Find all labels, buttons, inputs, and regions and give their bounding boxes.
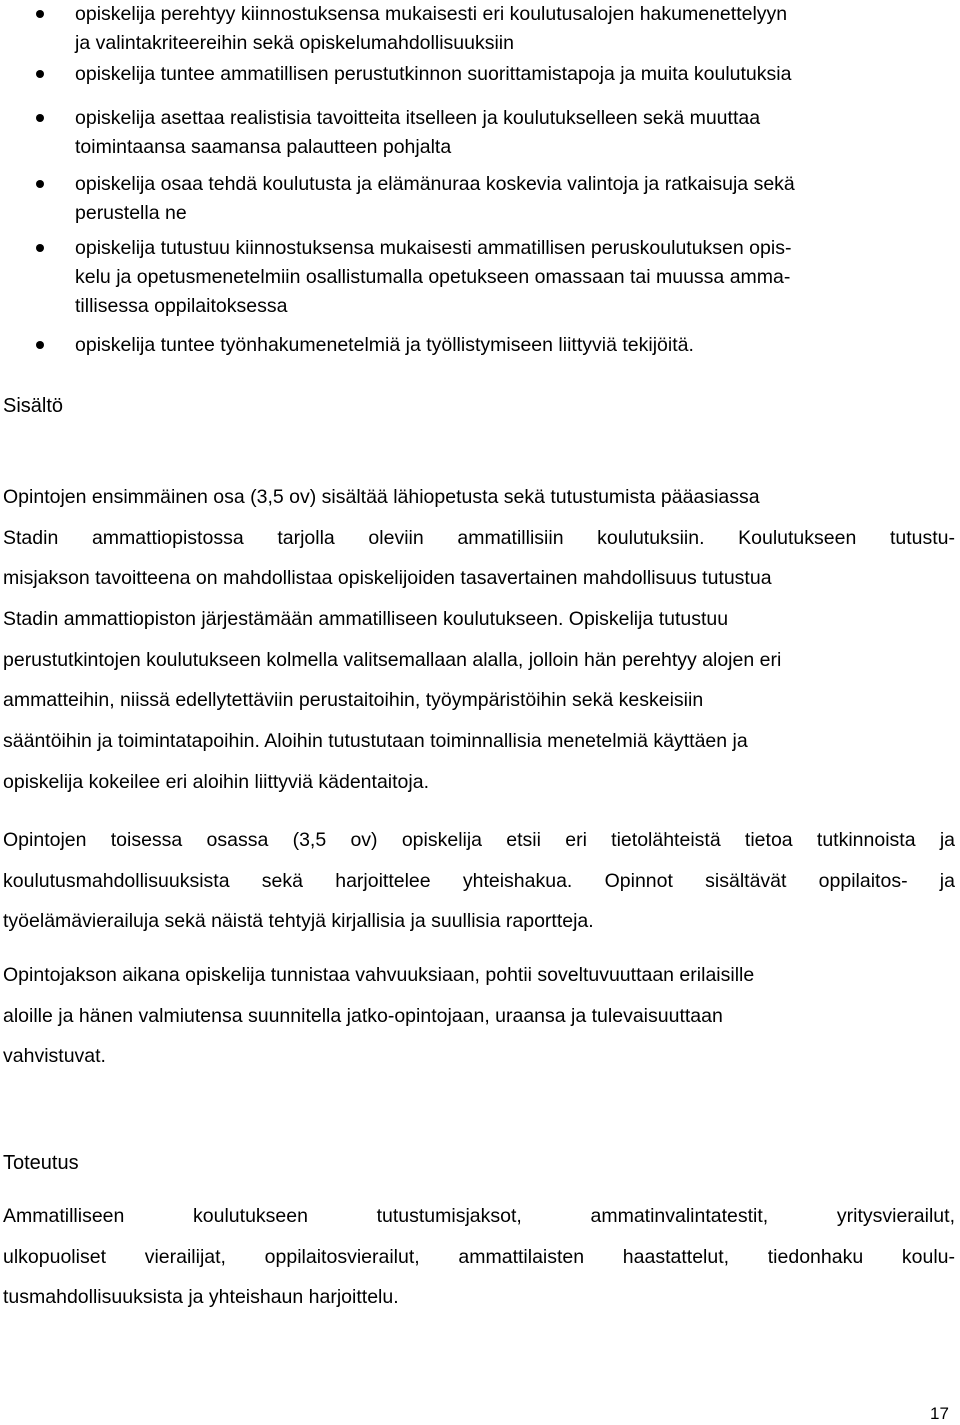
bullet-line: opiskelija perehtyy kiinnostuksensa mukaisesti eri koulutusalojen hakumenettelyyn	[75, 3, 788, 25]
bullet-dot-icon	[36, 114, 44, 122]
bullet-text	[75, 104, 955, 162]
bullet-line: tillisessa oppilaitoksessa	[75, 295, 288, 317]
bullet-line: ja valintakriteereihin sekä opiskelumahdollisuuksiin	[75, 32, 514, 54]
bullet-text	[75, 331, 955, 360]
bullet-line: opiskelija osaa tehdä koulutusta ja elämänuraa koskevia valintoja ja ratkaisuja sekä	[75, 173, 795, 195]
bullet-dot-icon	[36, 341, 44, 349]
paragraph-line: aloille ja hänen valmiutensa suunnitella jatko-opintojaan, uraansa ja tulevaisuuttaan	[3, 1004, 723, 1027]
bullet-line: kelu ja opetusmenetelmiin osallistumalla opetukseen omassaan tai muussa amma-	[75, 266, 791, 288]
page-number: 17	[930, 1404, 949, 1423]
bullet-dot-icon	[36, 180, 44, 188]
bullet-line: opiskelija asettaa realistisia tavoitteita itselleen ja koulutukselleen sekä muuttaa	[75, 107, 761, 129]
bullet-line: toimintaansa saamansa palautteen pohjalta	[75, 136, 452, 158]
paragraph-line: sääntöihin ja toimintatapoihin. Aloihin tutustutaan toiminnallisia menetelmiä käyttäen ja	[3, 730, 748, 753]
paragraph-line: vahvistuvat.	[3, 1045, 106, 1068]
implementation-paragraph	[3, 1196, 955, 1318]
paragraph-line: opiskelija kokeilee eri aloihin liittyviä kädentaitoja.	[3, 770, 429, 793]
paragraph-line: tusmahdollisuuksista ja yhteishaun harjoittelu.	[3, 1286, 399, 1309]
paragraph-line: Opintojen toisessa osassa (3,5 ov) opiskelija etsii eri tietolähteistä tietoa tutkinnoista ja	[3, 829, 955, 851]
bullet-text	[75, 234, 955, 321]
paragraph-line: Opintojakson aikana opiskelija tunnistaa vahvuuksiaan, pohtii soveltuvuuttaan erilaisille	[3, 964, 755, 986]
paragraph-line: koulutusmahdollisuuksista sekä harjoittelee yhteishakua. Opinnot sisältävät oppilaitos- ja	[3, 869, 955, 892]
bullet-dot-icon	[36, 70, 44, 78]
paragraph-line: ammatteihin, niissä edellytettäviin perustaitoihin, työympäristöihin sekä keskeisiin	[3, 689, 704, 712]
bullet-line: opiskelija tutustuu kiinnostuksensa mukaisesti ammatillisen peruskoulutuksen opis-	[75, 237, 792, 259]
bullet-line: perustella ne	[75, 202, 187, 224]
paragraph-line: Ammatilliseen koulutukseen tutustumisjaksot, ammatinvalintatestit, yritysvierailut,	[3, 1205, 955, 1227]
bullet-dot-icon	[36, 10, 44, 18]
bullet-text	[75, 60, 955, 89]
bullet-text	[75, 170, 955, 228]
content-paragraph	[3, 955, 955, 1077]
content-paragraph	[3, 820, 955, 942]
paragraph-line: Stadin ammattiopistossa tarjolla oleviin ammatillisiin koulutuksiin. Koulutukseen tutustu-	[3, 526, 955, 549]
paragraph-line: Opintojen ensimmäinen osa (3,5 ov) sisältää lähiopetusta sekä tutustumista pääasiassa	[3, 486, 760, 508]
bullet-dot-icon	[36, 244, 44, 252]
bullet-line: opiskelija tuntee ammatillisen perustutkinnon suorittamistapoja ja muita koulutuksia	[75, 63, 792, 85]
content-paragraph	[3, 477, 955, 803]
section-heading-implementation: Toteutus	[3, 1152, 79, 1174]
paragraph-line: perustutkintojen koulutukseen kolmella valitsemallaan alalla, jolloin hän perehtyy alojen eri	[3, 648, 782, 671]
bullet-line: opiskelija tuntee työnhakumenetelmiä ja työllistymiseen liittyviä tekijöitä.	[75, 334, 694, 356]
bullet-text	[75, 0, 955, 58]
section-heading-content: Sisältö	[3, 395, 64, 417]
paragraph-line: ulkopuoliset vierailijat, oppilaitosvierailut, ammattilaisten haastattelut, tiedonhaku koulu-	[3, 1245, 955, 1268]
paragraph-line: työelämävierailuja sekä näistä tehtyjä kirjallisia ja suullisia raportteja.	[3, 910, 594, 933]
paragraph-line: Stadin ammattiopiston järjestämään ammatilliseen koulutukseen. Opiskelija tutustuu	[3, 608, 729, 631]
paragraph-line: misjakson tavoitteena on mahdollistaa opiskelijoiden tasavertainen mahdollisuus tutustua	[3, 567, 772, 590]
